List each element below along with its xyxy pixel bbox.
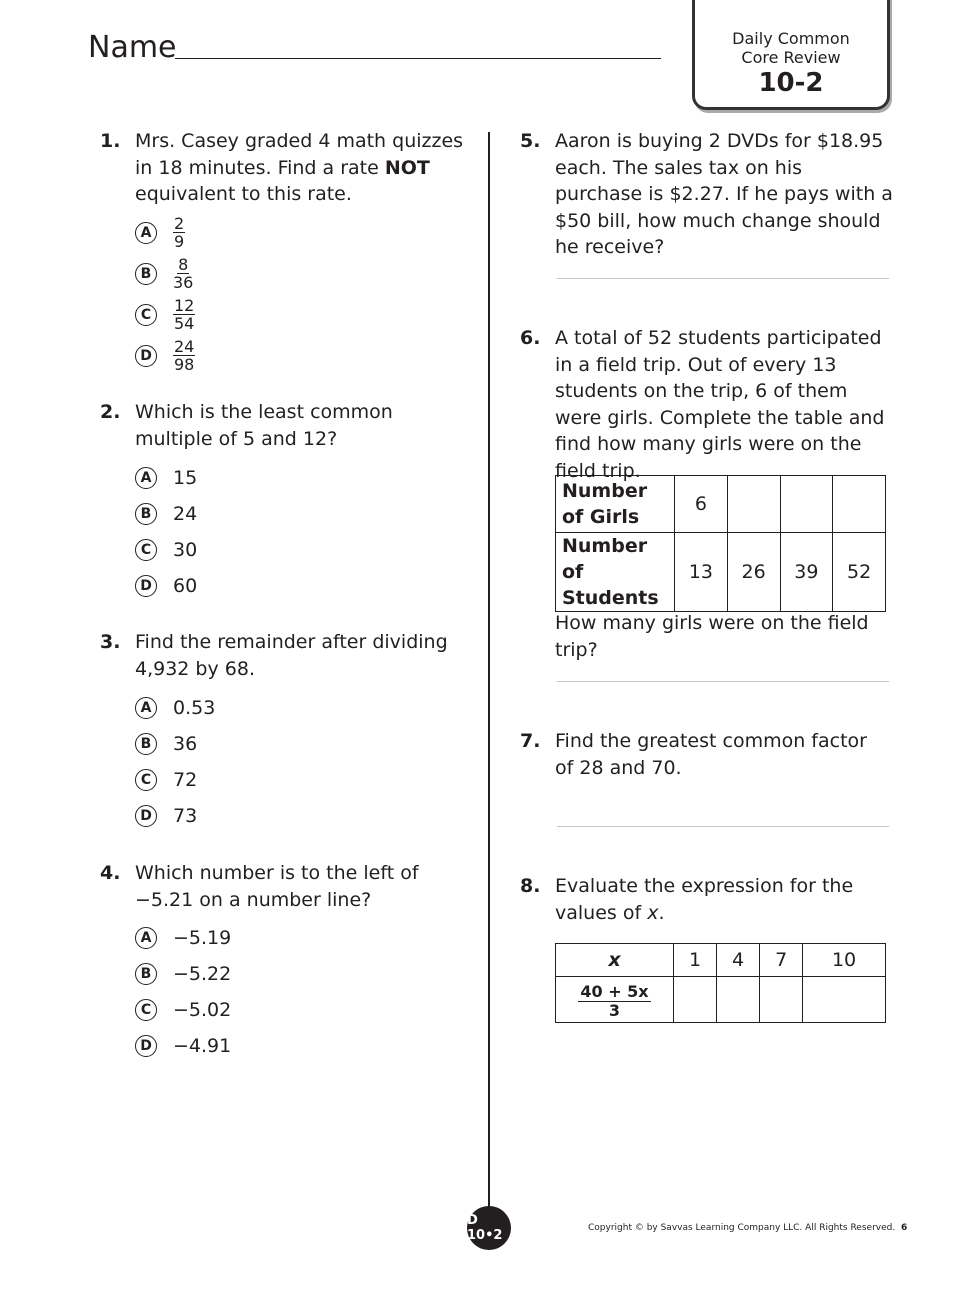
table-cell-input[interactable] bbox=[717, 977, 760, 1023]
question-1-text-bold: NOT bbox=[384, 156, 430, 179]
table-cell-input[interactable] bbox=[780, 476, 833, 533]
question-6-followup: How many girls were on the field trip? bbox=[555, 612, 869, 661]
question-8-text-a: Evaluate the expression for the values of bbox=[555, 875, 854, 924]
expression-table bbox=[555, 943, 886, 1023]
option-1d[interactable] bbox=[135, 335, 195, 376]
review-box bbox=[692, 0, 890, 110]
question-3-text: Find the remainder after dividing 4,932 by 68. bbox=[135, 631, 448, 680]
option-value: 73 bbox=[173, 805, 198, 827]
question-1-text bbox=[135, 128, 475, 208]
row-label-x: x bbox=[556, 944, 674, 977]
question-5-text: Aaron is buying 2 DVDs for $18.95 each. The sales tax on his purchase is $2.27. If he pays with a $50 bill, how much change should he receive? bbox=[555, 130, 893, 258]
girls-students-table bbox=[555, 475, 886, 612]
review-number: 10-2 bbox=[758, 68, 824, 98]
bubble-a[interactable]: A bbox=[135, 222, 157, 244]
table-cell: 13 bbox=[675, 533, 728, 612]
copyright bbox=[588, 1223, 907, 1233]
copyright-text: Copyright © by Savvas Learning Company LLC. All Rights Reserved. bbox=[588, 1223, 896, 1233]
bubble-c[interactable]: C bbox=[135, 999, 157, 1021]
option-3d[interactable] bbox=[135, 798, 215, 834]
question-3-options bbox=[135, 690, 215, 834]
bubble-c[interactable]: C bbox=[135, 304, 157, 326]
numerator: 8 bbox=[178, 255, 189, 274]
expression-cell bbox=[556, 977, 674, 1023]
numerator: 12 bbox=[174, 296, 195, 315]
bubble-a[interactable]: A bbox=[135, 467, 157, 489]
option-value: 15 bbox=[173, 467, 198, 489]
option-value: −5.22 bbox=[173, 963, 232, 985]
option-2a[interactable] bbox=[135, 460, 197, 496]
option-2c[interactable] bbox=[135, 532, 197, 568]
name-line[interactable] bbox=[175, 58, 661, 59]
table-cell: 7 bbox=[760, 944, 803, 977]
question-1-number: 1. bbox=[100, 130, 121, 152]
table-cell-input[interactable] bbox=[674, 977, 717, 1023]
question-4-options bbox=[135, 920, 231, 1064]
table-cell: 52 bbox=[833, 533, 886, 612]
bubble-c[interactable]: C bbox=[135, 539, 157, 561]
option-value: 36 bbox=[173, 733, 198, 755]
table-cell-input[interactable] bbox=[833, 476, 886, 533]
question-1-options bbox=[135, 212, 195, 376]
option-1a[interactable] bbox=[135, 212, 195, 253]
question-8-variable: x bbox=[647, 901, 659, 924]
bubble-d[interactable]: D bbox=[135, 1035, 157, 1057]
denominator: 36 bbox=[173, 273, 194, 292]
option-1b[interactable] bbox=[135, 253, 195, 294]
question-4-number: 4. bbox=[100, 862, 121, 884]
option-value: −5.02 bbox=[173, 999, 232, 1021]
question-5-number: 5. bbox=[520, 130, 541, 152]
table-cell: 26 bbox=[727, 533, 780, 612]
option-4d[interactable] bbox=[135, 1028, 231, 1064]
denominator: 98 bbox=[174, 355, 195, 374]
option-3b[interactable] bbox=[135, 726, 215, 762]
question-1-text-a: Mrs. Casey graded 4 math quizzes in 18 minutes. Find a rate bbox=[135, 130, 464, 179]
row-label-girls: Number of Girls bbox=[556, 476, 675, 533]
option-value: 0.53 bbox=[173, 697, 216, 719]
fraction bbox=[173, 215, 185, 250]
bubble-b[interactable]: B bbox=[135, 263, 157, 285]
question-3-number: 3. bbox=[100, 631, 121, 653]
bubble-d[interactable]: D bbox=[135, 575, 157, 597]
question-8-text-b: . bbox=[658, 901, 665, 924]
numerator: 24 bbox=[174, 337, 195, 356]
option-2d[interactable] bbox=[135, 568, 197, 604]
question-2-number: 2. bbox=[100, 401, 121, 423]
table-cell: 10 bbox=[803, 944, 886, 977]
option-4b[interactable] bbox=[135, 956, 231, 992]
option-value: 60 bbox=[173, 575, 198, 597]
fraction bbox=[173, 297, 195, 332]
fraction bbox=[173, 256, 193, 291]
expression-numerator: 40 + 5x bbox=[580, 981, 649, 1001]
fraction bbox=[173, 338, 195, 373]
name-label: Name bbox=[88, 30, 177, 65]
denominator: 9 bbox=[174, 232, 185, 251]
table-cell-input[interactable] bbox=[727, 476, 780, 533]
review-line1: Daily Common bbox=[732, 29, 850, 48]
question-6-number: 6. bbox=[520, 327, 541, 349]
table-cell: 1 bbox=[674, 944, 717, 977]
table-cell-input[interactable] bbox=[760, 977, 803, 1023]
bubble-d[interactable]: D bbox=[135, 805, 157, 827]
option-3c[interactable] bbox=[135, 762, 215, 798]
question-2-options bbox=[135, 460, 197, 604]
question-8-text bbox=[555, 873, 865, 926]
bubble-c[interactable]: C bbox=[135, 769, 157, 791]
bubble-a[interactable]: A bbox=[135, 697, 157, 719]
denominator: 54 bbox=[174, 314, 195, 333]
answer-line-7[interactable] bbox=[557, 826, 889, 827]
bubble-a[interactable]: A bbox=[135, 927, 157, 949]
answer-line-6[interactable] bbox=[557, 681, 889, 682]
table-cell: 39 bbox=[780, 533, 833, 612]
option-value: 24 bbox=[173, 503, 198, 525]
table-cell: 4 bbox=[717, 944, 760, 977]
bubble-b[interactable]: B bbox=[135, 963, 157, 985]
option-value: 72 bbox=[173, 769, 198, 791]
question-1-text-b: equivalent to this rate. bbox=[135, 183, 352, 205]
option-1c[interactable] bbox=[135, 294, 195, 335]
table-cell: 6 bbox=[675, 476, 728, 533]
review-line2: Core Review bbox=[741, 48, 841, 67]
bubble-b[interactable]: B bbox=[135, 733, 157, 755]
question-6-text: A total of 52 students participated in a field trip. Out of every 13 students on the trip, 6 of them were girls. Complete the table and find how many girls were on the field trip. bbox=[555, 327, 885, 482]
option-2b[interactable] bbox=[135, 496, 197, 532]
bubble-b[interactable]: B bbox=[135, 503, 157, 525]
answer-line-5[interactable] bbox=[557, 278, 889, 279]
option-value: −4.91 bbox=[173, 1035, 232, 1057]
page-badge: D 10•2 bbox=[467, 1206, 511, 1250]
question-2-text: Which is the least common multiple of 5 and 12? bbox=[135, 401, 393, 450]
numerator: 2 bbox=[174, 214, 185, 233]
bubble-d[interactable]: D bbox=[135, 345, 157, 367]
option-3a[interactable] bbox=[135, 690, 215, 726]
question-8-number: 8. bbox=[520, 875, 541, 897]
table-cell-input[interactable] bbox=[803, 977, 886, 1023]
column-divider bbox=[488, 132, 490, 1212]
option-4a[interactable] bbox=[135, 920, 231, 956]
option-value: −5.19 bbox=[173, 927, 232, 949]
option-value: 30 bbox=[173, 539, 198, 561]
option-4c[interactable] bbox=[135, 992, 231, 1028]
question-7-text: Find the greatest common factor of 28 and 70. bbox=[555, 730, 867, 779]
question-7-number: 7. bbox=[520, 730, 541, 752]
page-number: 6 bbox=[900, 1223, 908, 1233]
row-label-students: Number of Students bbox=[556, 533, 675, 612]
question-4-text: Which number is to the left of −5.21 on a number line? bbox=[135, 862, 419, 911]
expression-denominator: 3 bbox=[608, 1000, 621, 1020]
